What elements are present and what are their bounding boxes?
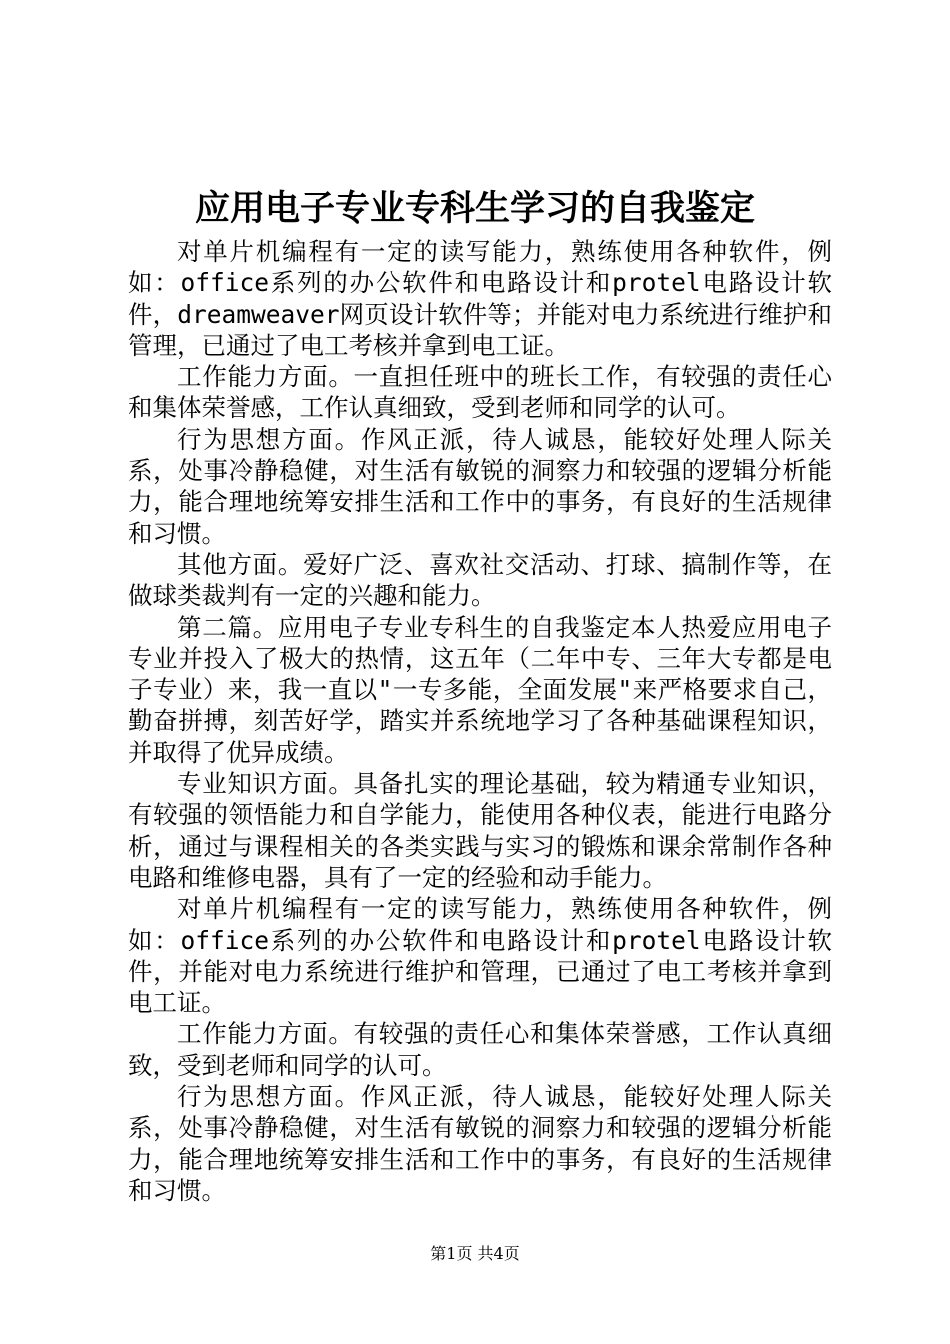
document-body <box>128 236 832 1206</box>
page-number-footer: 第1页 共4页 <box>430 1244 520 1263</box>
paragraph: 对单片机编程有一定的读写能力，熟练使用各种软件，例如：office系列的办公软件和电路设计和protel电路设计软件，dreamweaver网页设计软件等；并能对电力系统进行维护和管理，已通过了电工考核并拿到电工证。 <box>128 237 832 360</box>
paragraph: 对单片机编程有一定的读写能力，熟练使用各种软件，例如：office系列的办公软件和电路设计和protel电路设计软件，并能对电力系统进行维护和管理，已通过了电工考核并拿到电工证。 <box>128 894 832 1018</box>
paragraph: 其他方面。爱好广泛、喜欢社交活动、打球、搞制作等，在做球类裁判有一定的兴趣和能力。 <box>128 549 832 611</box>
document-title: 应用电子专业专科生学习的自我鉴定 <box>194 188 755 229</box>
paragraph: 专业知识方面。具备扎实的理论基础，较为精通专业知识，有较强的领悟能力和自学能力，能使用各种仪表，能进行电路分析，通过与课程相关的各类实践与实习的锻炼和课余常制作各种电路和维修电器，具有了一定的经验和动手能力。 <box>128 769 832 892</box>
paragraph: 工作能力方面。一直担任班中的班长工作，有较强的责任心和集体荣誉感，工作认真细致，受到老师和同学的认可。 <box>128 362 832 423</box>
paragraph: 行为思想方面。作风正派，待人诚恳，能较好处理人际关系，处事冷静稳健，对生活有敏锐的洞察力和较强的逻辑分析能力，能合理地统筹安排生活和工作中的事务，有良好的生活规律和习惯。 <box>128 1082 832 1205</box>
paragraph: 行为思想方面。作风正派，待人诚恳，能较好处理人际关系，处事冷静稳健，对生活有敏锐的洞察力和较强的逻辑分析能力，能合理地统筹安排生活和工作中的事务，有良好的生活规律和习惯。 <box>128 424 832 548</box>
paragraph: 第二篇。应用电子专业专科生的自我鉴定本人热爱应用电子专业并投入了极大的热情，这五年（二年中专、三年大专都是电子专业）来，我一直以"一专多能，全面发展"来严格要求自己，勤奋拼搏，刻苦好学，踏实并系统地学习了各种基础课程知识，并取得了优异成绩。 <box>128 612 832 767</box>
paragraph: 工作能力方面。有较强的责任心和集体荣誉感，工作认真细致，受到老师和同学的认可。 <box>128 1019 832 1080</box>
